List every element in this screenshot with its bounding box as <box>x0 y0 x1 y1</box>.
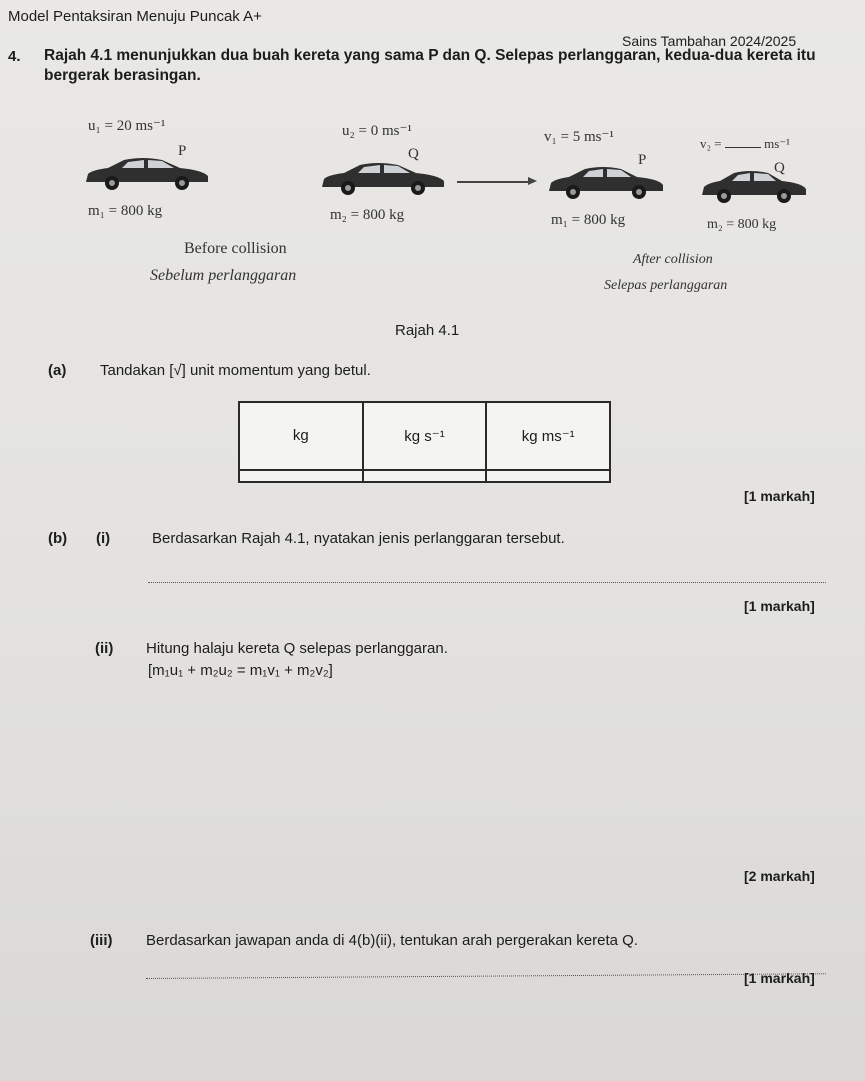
car-p-before-label: P <box>178 143 187 159</box>
part-b-label: (b) <box>48 530 68 547</box>
car-p-before-mass: m₁ = 800 kg <box>88 203 163 219</box>
car-q-after-velocity <box>700 135 790 152</box>
tick-box[interactable] <box>486 470 610 482</box>
part-b-i-text: Berdasarkan Rajah 4.1, nyatakan jenis perlanggaran tersebut. <box>152 530 565 547</box>
paper-title: Model Pentaksiran Menuju Puncak A+ <box>8 8 262 25</box>
caption-after-ms: Selepas perlanggaran <box>604 278 728 293</box>
caption-after-en: After collision <box>633 252 713 267</box>
car-q-after-velocity-prefix: v₂ = <box>700 136 722 151</box>
part-a-marks: [1 markah] <box>744 488 815 504</box>
figure-title: Rajah 4.1 <box>395 322 460 339</box>
part-a-text: Tandakan [√] unit momentum yang betul. <box>100 362 371 379</box>
part-b-ii-text: Hitung halaju kereta Q selepas perlanggaran. <box>146 640 448 657</box>
unit-header-cell: kg s⁻¹ <box>363 402 487 470</box>
car-q-after-mass: m₂ = 800 kg <box>707 217 777 232</box>
car-p-after-label: P <box>638 152 647 168</box>
car-q-after-velocity-unit: ms⁻¹ <box>764 136 791 151</box>
car-q-before-icon <box>318 157 448 197</box>
unit-table-answer-row <box>239 470 610 482</box>
tick-box[interactable] <box>363 470 487 482</box>
part-b-iii-label: (iii) <box>90 932 113 949</box>
car-p-after-icon <box>545 163 667 201</box>
part-b-i-marks: [1 markah] <box>744 598 815 614</box>
caption-before-ms: Sebelum perlanggaran <box>150 267 297 284</box>
answer-line-b-i[interactable] <box>148 582 826 583</box>
working-area[interactable] <box>146 690 826 860</box>
unit-table <box>238 401 611 483</box>
part-a-label: (a) <box>48 362 67 379</box>
part-b-ii-label: (ii) <box>95 640 114 657</box>
collision-arrow-head-icon <box>528 177 537 185</box>
car-p-before-velocity: u₁ = 20 ms⁻¹ <box>88 118 166 134</box>
paper-subject: Sains Tambahan 2024/2025 <box>622 33 797 49</box>
question-number: 4. <box>8 48 21 65</box>
unit-header-cell: kg <box>239 402 363 470</box>
car-p-after-mass: m₁ = 800 kg <box>551 212 626 228</box>
car-p-before-icon <box>82 152 212 192</box>
car-q-after-icon <box>698 167 810 205</box>
caption-before-en: Before collision <box>184 240 287 257</box>
unit-table-header-row <box>239 402 610 470</box>
car-p-after-velocity: v₁ = 5 ms⁻¹ <box>544 129 614 145</box>
car-q-after-label: Q <box>774 160 785 176</box>
car-q-before-label: Q <box>408 146 419 162</box>
part-b-iii-text: Berdasarkan jawapan anda di 4(b)(ii), tentukan arah pergerakan kereta Q. <box>146 932 638 949</box>
answer-line-b-iii[interactable] <box>146 973 826 979</box>
momentum-formula: [m₁u₁ + m₂u₂ = m₁v₁ + m₂v₂] <box>148 662 333 679</box>
car-q-velocity-blank <box>725 135 761 148</box>
unit-header-cell: kg ms⁻¹ <box>486 402 610 470</box>
part-b-i-label: (i) <box>96 530 111 547</box>
car-q-before-velocity: u₂ = 0 ms⁻¹ <box>342 123 412 139</box>
tick-box[interactable] <box>239 470 363 482</box>
question-text: Rajah 4.1 menunjukkan dua buah kereta yang sama P dan Q. Selepas perlanggaran, kedua-dua kereta itu bergerak berasingan. <box>44 47 816 84</box>
part-b-iii-marks: [1 markah] <box>744 970 815 986</box>
collision-arrow-line <box>457 181 532 183</box>
part-b-ii-marks: [2 markah] <box>744 868 815 884</box>
car-q-before-mass: m₂ = 800 kg <box>330 207 405 223</box>
